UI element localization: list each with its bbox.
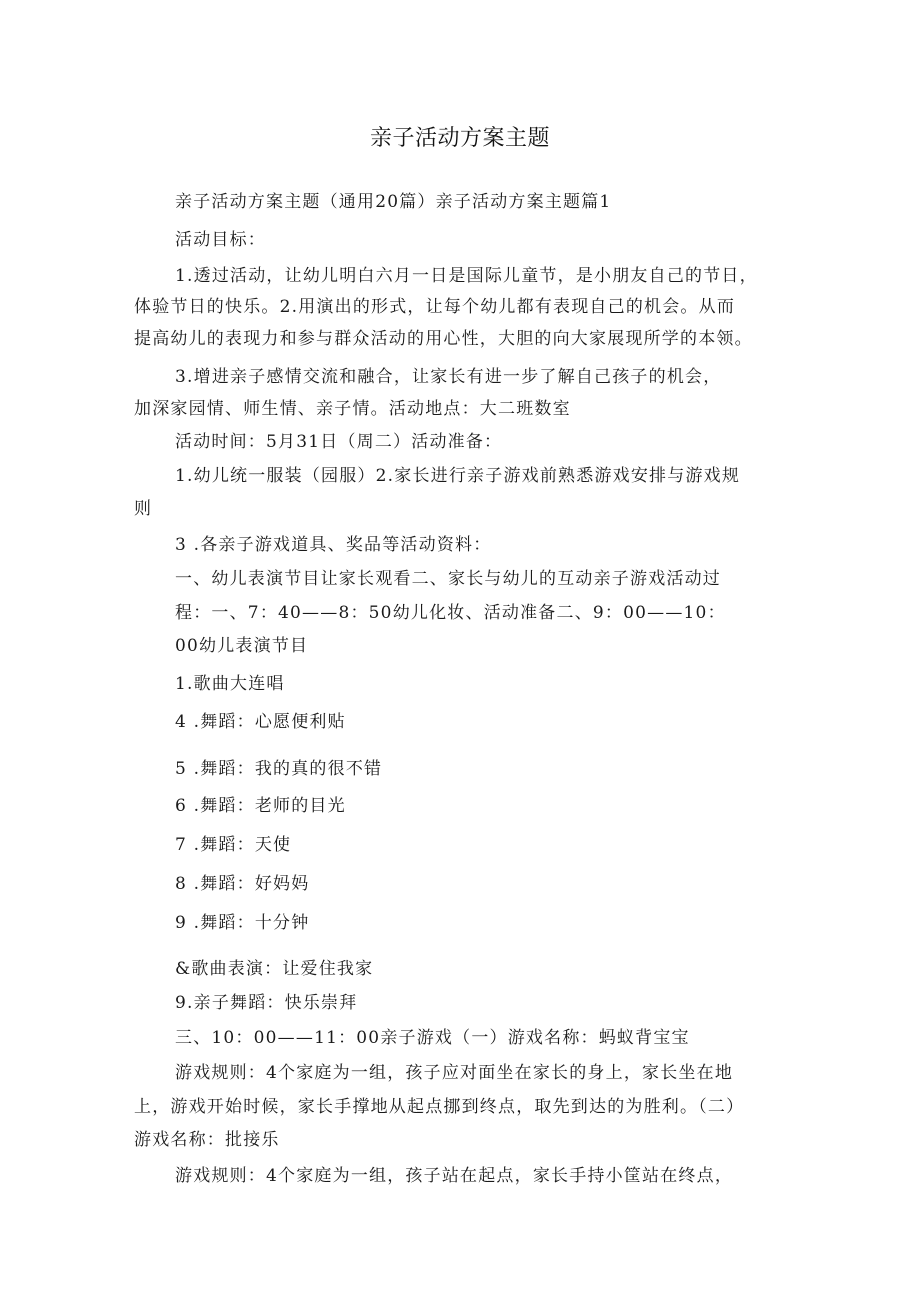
list-item: 5 .舞蹈：我的真的很不错 (175, 759, 383, 779)
list-item: 9.亲子舞蹈：快乐崇拜 (175, 993, 358, 1013)
list-item: 8 .舞蹈：好妈妈 (175, 874, 310, 894)
paragraph-line: 亲子活动方案主题（通用20篇）亲子活动方案主题篇1 (175, 192, 612, 212)
document-title: 亲子活动方案主题 (369, 126, 550, 151)
paragraph-line: 游戏规则：4个家庭为一组，孩子应对面坐在家长的身上，家长坐在地 (175, 1063, 734, 1083)
list-item: 9 .舞蹈：十分钟 (175, 913, 310, 933)
paragraph-line: 活动目标： (175, 230, 266, 250)
paragraph-line: 1.透过活动，让幼儿明白六月一日是国际儿童节，是小朋友自己的节日， (175, 266, 758, 286)
paragraph-line: 3.增进亲子感情交流和融合，让家长有进一步了解自己孩子的机会， (175, 367, 722, 387)
paragraph-line: 活动时间：5月31日（周二）活动准备： (175, 432, 503, 452)
paragraph-line: 00幼儿表演节目 (175, 636, 309, 656)
paragraph-line: 三、10：00——11：00亲子游戏（一）游戏名称：蚂蚁背宝宝 (175, 1028, 690, 1048)
paragraph-line: 一、幼儿表演节目让家长观看二、家长与幼儿的互动亲子游戏活动过 (175, 569, 721, 589)
paragraph-line: 提高幼儿的表现力和参与群众活动的用心性，大胆的向大家展现所学的本领。 (134, 329, 753, 349)
list-item: 7 .舞蹈：天使 (175, 835, 292, 855)
paragraph-line: 则 (134, 499, 153, 519)
paragraph-line: 上，游戏开始时候，家长手撑地从起点挪到终点，取先到达的为胜利。（二） (134, 1097, 745, 1117)
list-item: &歌曲表演：让爱住我家 (175, 959, 374, 979)
paragraph-line: 1.幼儿统一服装（园服）2.家长进行亲子游戏前熟悉游戏安排与游戏规 (175, 466, 741, 486)
paragraph-line: 体验节日的快乐。2.用演出的形式，让每个幼儿都有表现自己的机会。从而 (134, 297, 736, 317)
paragraph-line: 游戏名称：批接乐 (134, 1130, 280, 1150)
paragraph-line: 加深家园情、师生情、亲子情。活动地点：大二班数室 (134, 399, 571, 419)
paragraph-line: 3 .各亲子游戏道具、奖品等活动资料： (175, 535, 492, 555)
list-item: 6 .舞蹈：老师的目光 (175, 796, 346, 816)
paragraph-line: 游戏规则：4个家庭为一组，孩子站在起点，家长手持小筐站在终点， (175, 1166, 734, 1186)
paragraph-line: 程：一、7：40——8：50幼儿化妆、活动准备二、9：00——10： (175, 603, 726, 623)
list-item: 4 .舞蹈：心愿便利贴 (175, 712, 346, 732)
list-item: 1.歌曲大连唱 (175, 674, 285, 694)
